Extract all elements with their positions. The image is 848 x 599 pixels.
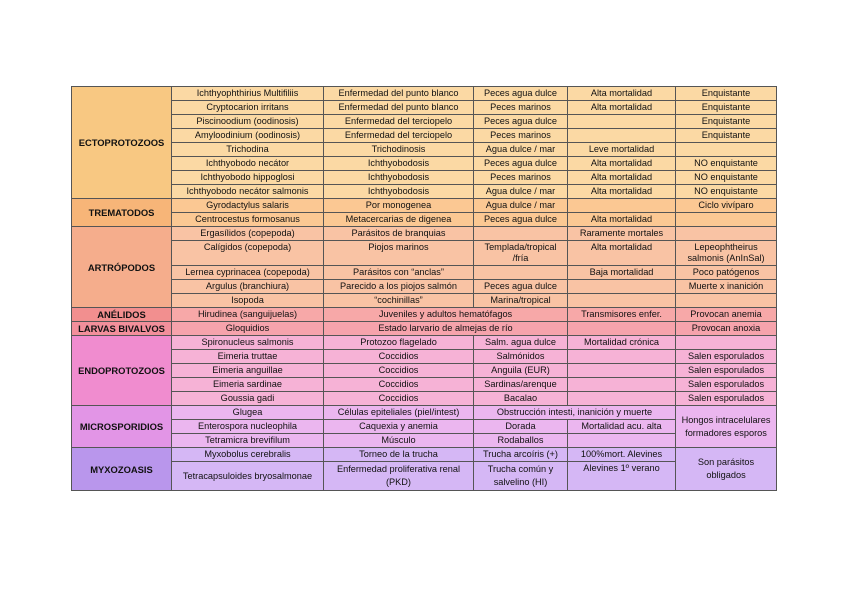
parasite-cell: Goussia gadi — [172, 392, 324, 406]
host-cell: Peces agua dulce — [474, 87, 568, 101]
mortality-cell: Alta mortalidad — [568, 171, 676, 185]
table-row — [72, 87, 777, 101]
parasite-cell: Ichthyobodo necátor — [172, 157, 324, 171]
host-cell: Peces agua dulce — [474, 213, 568, 227]
disease-cell: Juveniles y adultos hematófagos — [324, 308, 568, 322]
disease-cell: Músculo — [324, 434, 474, 448]
parasite-cell: Spironucleus salmonis — [172, 336, 324, 350]
notes-cell: Son parásitos obligados — [676, 448, 777, 491]
table-row — [72, 266, 777, 280]
parasite-cell: Cryptocarion irritans — [172, 101, 324, 115]
mortality-cell — [568, 378, 676, 392]
parasite-cell: Amyloodinium (oodinosis) — [172, 129, 324, 143]
disease-cell: Enfermedad del terciopelo — [324, 129, 474, 143]
notes-cell: Muerte x inanición — [676, 280, 777, 294]
host-cell — [474, 227, 568, 241]
host-cell: Marina/tropical — [474, 294, 568, 308]
table-row — [72, 115, 777, 129]
notes-cell — [676, 336, 777, 350]
table-row — [72, 434, 777, 448]
parasite-cell: Glugea — [172, 406, 324, 420]
notes-cell: Enquistante — [676, 129, 777, 143]
host-cell: Dorada — [474, 420, 568, 434]
table-row — [72, 462, 777, 491]
disease-cell: Ichthyobodosis — [324, 185, 474, 199]
mortality-cell — [568, 364, 676, 378]
category-cell: ECTOPROTOZOOS — [72, 87, 172, 199]
disease-cell: “cochinillas” — [324, 294, 474, 308]
notes-cell: Poco patógenos — [676, 266, 777, 280]
host-cell: Peces agua dulce — [474, 157, 568, 171]
notes-cell — [676, 227, 777, 241]
notes-cell: Salen esporulados — [676, 392, 777, 406]
host-cell: Trucha común y salvelino (HI) — [474, 462, 568, 491]
disease-cell: Coccidios — [324, 364, 474, 378]
parasite-cell: Myxobolus cerebralis — [172, 448, 324, 462]
table-row — [72, 241, 777, 266]
disease-cell: Estado larvario de almejas de río — [324, 322, 568, 336]
mortality-cell: Alta mortalidad — [568, 87, 676, 101]
mortality-cell — [568, 280, 676, 294]
host-cell: Peces marinos — [474, 129, 568, 143]
disease-cell: Coccidios — [324, 378, 474, 392]
mortality-cell — [568, 129, 676, 143]
notes-cell: Salen esporulados — [676, 378, 777, 392]
disease-cell: Enfermedad proliferativa renal (PKD) — [324, 462, 474, 491]
parasite-cell: Eimeria sardinae — [172, 378, 324, 392]
notes-cell: NO enquistante — [676, 171, 777, 185]
mortality-cell: Baja mortalidad — [568, 266, 676, 280]
table-row — [72, 280, 777, 294]
mortality-cell: Alevines 1º verano — [568, 462, 676, 491]
mortality-cell: 100%mort. Alevines — [568, 448, 676, 462]
host-cell: Peces agua dulce — [474, 280, 568, 294]
disease-cell: Parásitos de branquias — [324, 227, 474, 241]
disease-cell: Enfermedad del punto blanco — [324, 87, 474, 101]
parasite-cell: Argulus (branchiura) — [172, 280, 324, 294]
disease-cell: Células epiteliales (piel/intest) — [324, 406, 474, 420]
mortality-cell: Mortalidad crónica — [568, 336, 676, 350]
table-row — [72, 143, 777, 157]
parasite-cell: Isopoda — [172, 294, 324, 308]
table-row — [72, 157, 777, 171]
host-cell: Agua dulce / mar — [474, 199, 568, 213]
parasite-cell: Ichthyophthirius Multifiliis — [172, 87, 324, 101]
host-cell: Rodaballos — [474, 434, 568, 448]
category-cell: ANÉLIDOS — [72, 308, 172, 322]
notes-cell: Ciclo vivíparo — [676, 199, 777, 213]
category-cell: TREMATODOS — [72, 199, 172, 227]
mortality-cell — [568, 115, 676, 129]
parasite-cell: Piscinoodium (oodinosis) — [172, 115, 324, 129]
notes-cell — [676, 294, 777, 308]
notes-cell: Salen esporulados — [676, 350, 777, 364]
notes-cell: Enquistante — [676, 115, 777, 129]
parasite-cell: Trichodina — [172, 143, 324, 157]
disease-cell: Torneo de la trucha — [324, 448, 474, 462]
notes-cell — [676, 143, 777, 157]
category-cell: MICROSPORIDIOS — [72, 406, 172, 448]
parasite-cell: Calígidos (copepoda) — [172, 241, 324, 266]
notes-cell: Provocan anemia — [676, 308, 777, 322]
mortality-cell — [568, 350, 676, 364]
mortality-cell: Alta mortalidad — [568, 241, 676, 266]
table-row — [72, 213, 777, 227]
mortality-cell — [568, 322, 676, 336]
disease-cell: Ichthyobodosis — [324, 171, 474, 185]
notes-cell: Salen esporulados — [676, 364, 777, 378]
disease-cell: Parecido a los piojos salmón — [324, 280, 474, 294]
category-cell: LARVAS BIVALVOS — [72, 322, 172, 336]
disease-cell: Parásitos con “anclas” — [324, 266, 474, 280]
host-cell: Agua dulce / mar — [474, 185, 568, 199]
parasite-cell: Eimeria truttae — [172, 350, 324, 364]
parasite-cell: Tetracapsuloides bryosalmonae — [172, 462, 324, 491]
table-row — [72, 350, 777, 364]
mortality-cell: Alta mortalidad — [568, 157, 676, 171]
parasite-cell: Ichthyobodo necátor salmonis — [172, 185, 324, 199]
host-cell: Peces marinos — [474, 101, 568, 115]
table-row — [72, 294, 777, 308]
parasites-table — [71, 86, 777, 491]
table-row — [72, 129, 777, 143]
disease-cell: Protozoo flagelado — [324, 336, 474, 350]
table-row — [72, 364, 777, 378]
mortality-cell: Mortalidad acu. alta — [568, 420, 676, 434]
category-cell: ARTRÓPODOS — [72, 227, 172, 308]
notes-cell: Hongos intracelulares formadores esporos — [676, 406, 777, 448]
disease-cell: Coccidios — [324, 392, 474, 406]
host-cell: Obstrucción intesti, inanición y muerte — [474, 406, 676, 420]
table-row — [72, 227, 777, 241]
notes-cell: Provocan anoxia — [676, 322, 777, 336]
disease-cell: Enfermedad del punto blanco — [324, 101, 474, 115]
disease-cell: Trichodinosis — [324, 143, 474, 157]
parasite-cell: Gloquidios — [172, 322, 324, 336]
host-cell: Salm. agua dulce — [474, 336, 568, 350]
host-cell: Peces agua dulce — [474, 115, 568, 129]
mortality-cell — [568, 294, 676, 308]
table-row — [72, 420, 777, 434]
host-cell — [474, 266, 568, 280]
disease-cell: Coccidios — [324, 350, 474, 364]
parasite-cell: Centrocestus formosanus — [172, 213, 324, 227]
table-row — [72, 448, 777, 462]
category-cell: MYXOZOASIS — [72, 448, 172, 491]
parasite-cell: Ichthyobodo hippoglosi — [172, 171, 324, 185]
mortality-cell: Alta mortalidad — [568, 213, 676, 227]
disease-cell: Caquexia y anemia — [324, 420, 474, 434]
host-cell: Templada/tropical /fría — [474, 241, 568, 266]
disease-cell: Enfermedad del terciopelo — [324, 115, 474, 129]
host-cell: Agua dulce / mar — [474, 143, 568, 157]
parasite-cell: Gyrodactylus salaris — [172, 199, 324, 213]
parasite-cell: Enterospora nucleophila — [172, 420, 324, 434]
table-row — [72, 322, 777, 336]
table-row — [72, 101, 777, 115]
disease-cell: Metacercarias de digenea — [324, 213, 474, 227]
mortality-cell — [568, 434, 676, 448]
parasite-cell: Hirudinea (sanguijuelas) — [172, 308, 324, 322]
disease-cell: Ichthyobodosis — [324, 157, 474, 171]
table-row — [72, 199, 777, 213]
host-cell: Salmónidos — [474, 350, 568, 364]
host-cell: Trucha arcoíris (+) — [474, 448, 568, 462]
host-cell: Sardinas/arenque — [474, 378, 568, 392]
host-cell: Bacalao — [474, 392, 568, 406]
disease-cell: Por monogenea — [324, 199, 474, 213]
mortality-cell: Transmisores enfer. — [568, 308, 676, 322]
mortality-cell: Alta mortalidad — [568, 101, 676, 115]
mortality-cell: Raramente mortales — [568, 227, 676, 241]
notes-cell: Enquistante — [676, 87, 777, 101]
disease-cell: Piojos marinos — [324, 241, 474, 266]
notes-cell: Lepeophtheirus salmonis (AnInSal) — [676, 241, 777, 266]
category-cell: ENDOPROTOZOOS — [72, 336, 172, 406]
notes-cell: NO enquistante — [676, 157, 777, 171]
parasite-cell: Ergasílidos (copepoda) — [172, 227, 324, 241]
parasite-cell: Eimeria anguillae — [172, 364, 324, 378]
table-row — [72, 378, 777, 392]
table-row — [72, 406, 777, 420]
table-row — [72, 185, 777, 199]
table-row — [72, 392, 777, 406]
table-row — [72, 336, 777, 350]
parasite-cell: Lernea cyprinacea (copepoda) — [172, 266, 324, 280]
mortality-cell: Alta mortalidad — [568, 185, 676, 199]
host-cell: Peces marinos — [474, 171, 568, 185]
host-cell: Anguila (EUR) — [474, 364, 568, 378]
table-row — [72, 308, 777, 322]
mortality-cell — [568, 199, 676, 213]
parasite-cell: Tetramicra brevifilum — [172, 434, 324, 448]
notes-cell: NO enquistante — [676, 185, 777, 199]
mortality-cell — [568, 392, 676, 406]
table-row — [72, 171, 777, 185]
notes-cell: Enquistante — [676, 101, 777, 115]
mortality-cell: Leve mortalidad — [568, 143, 676, 157]
notes-cell — [676, 213, 777, 227]
